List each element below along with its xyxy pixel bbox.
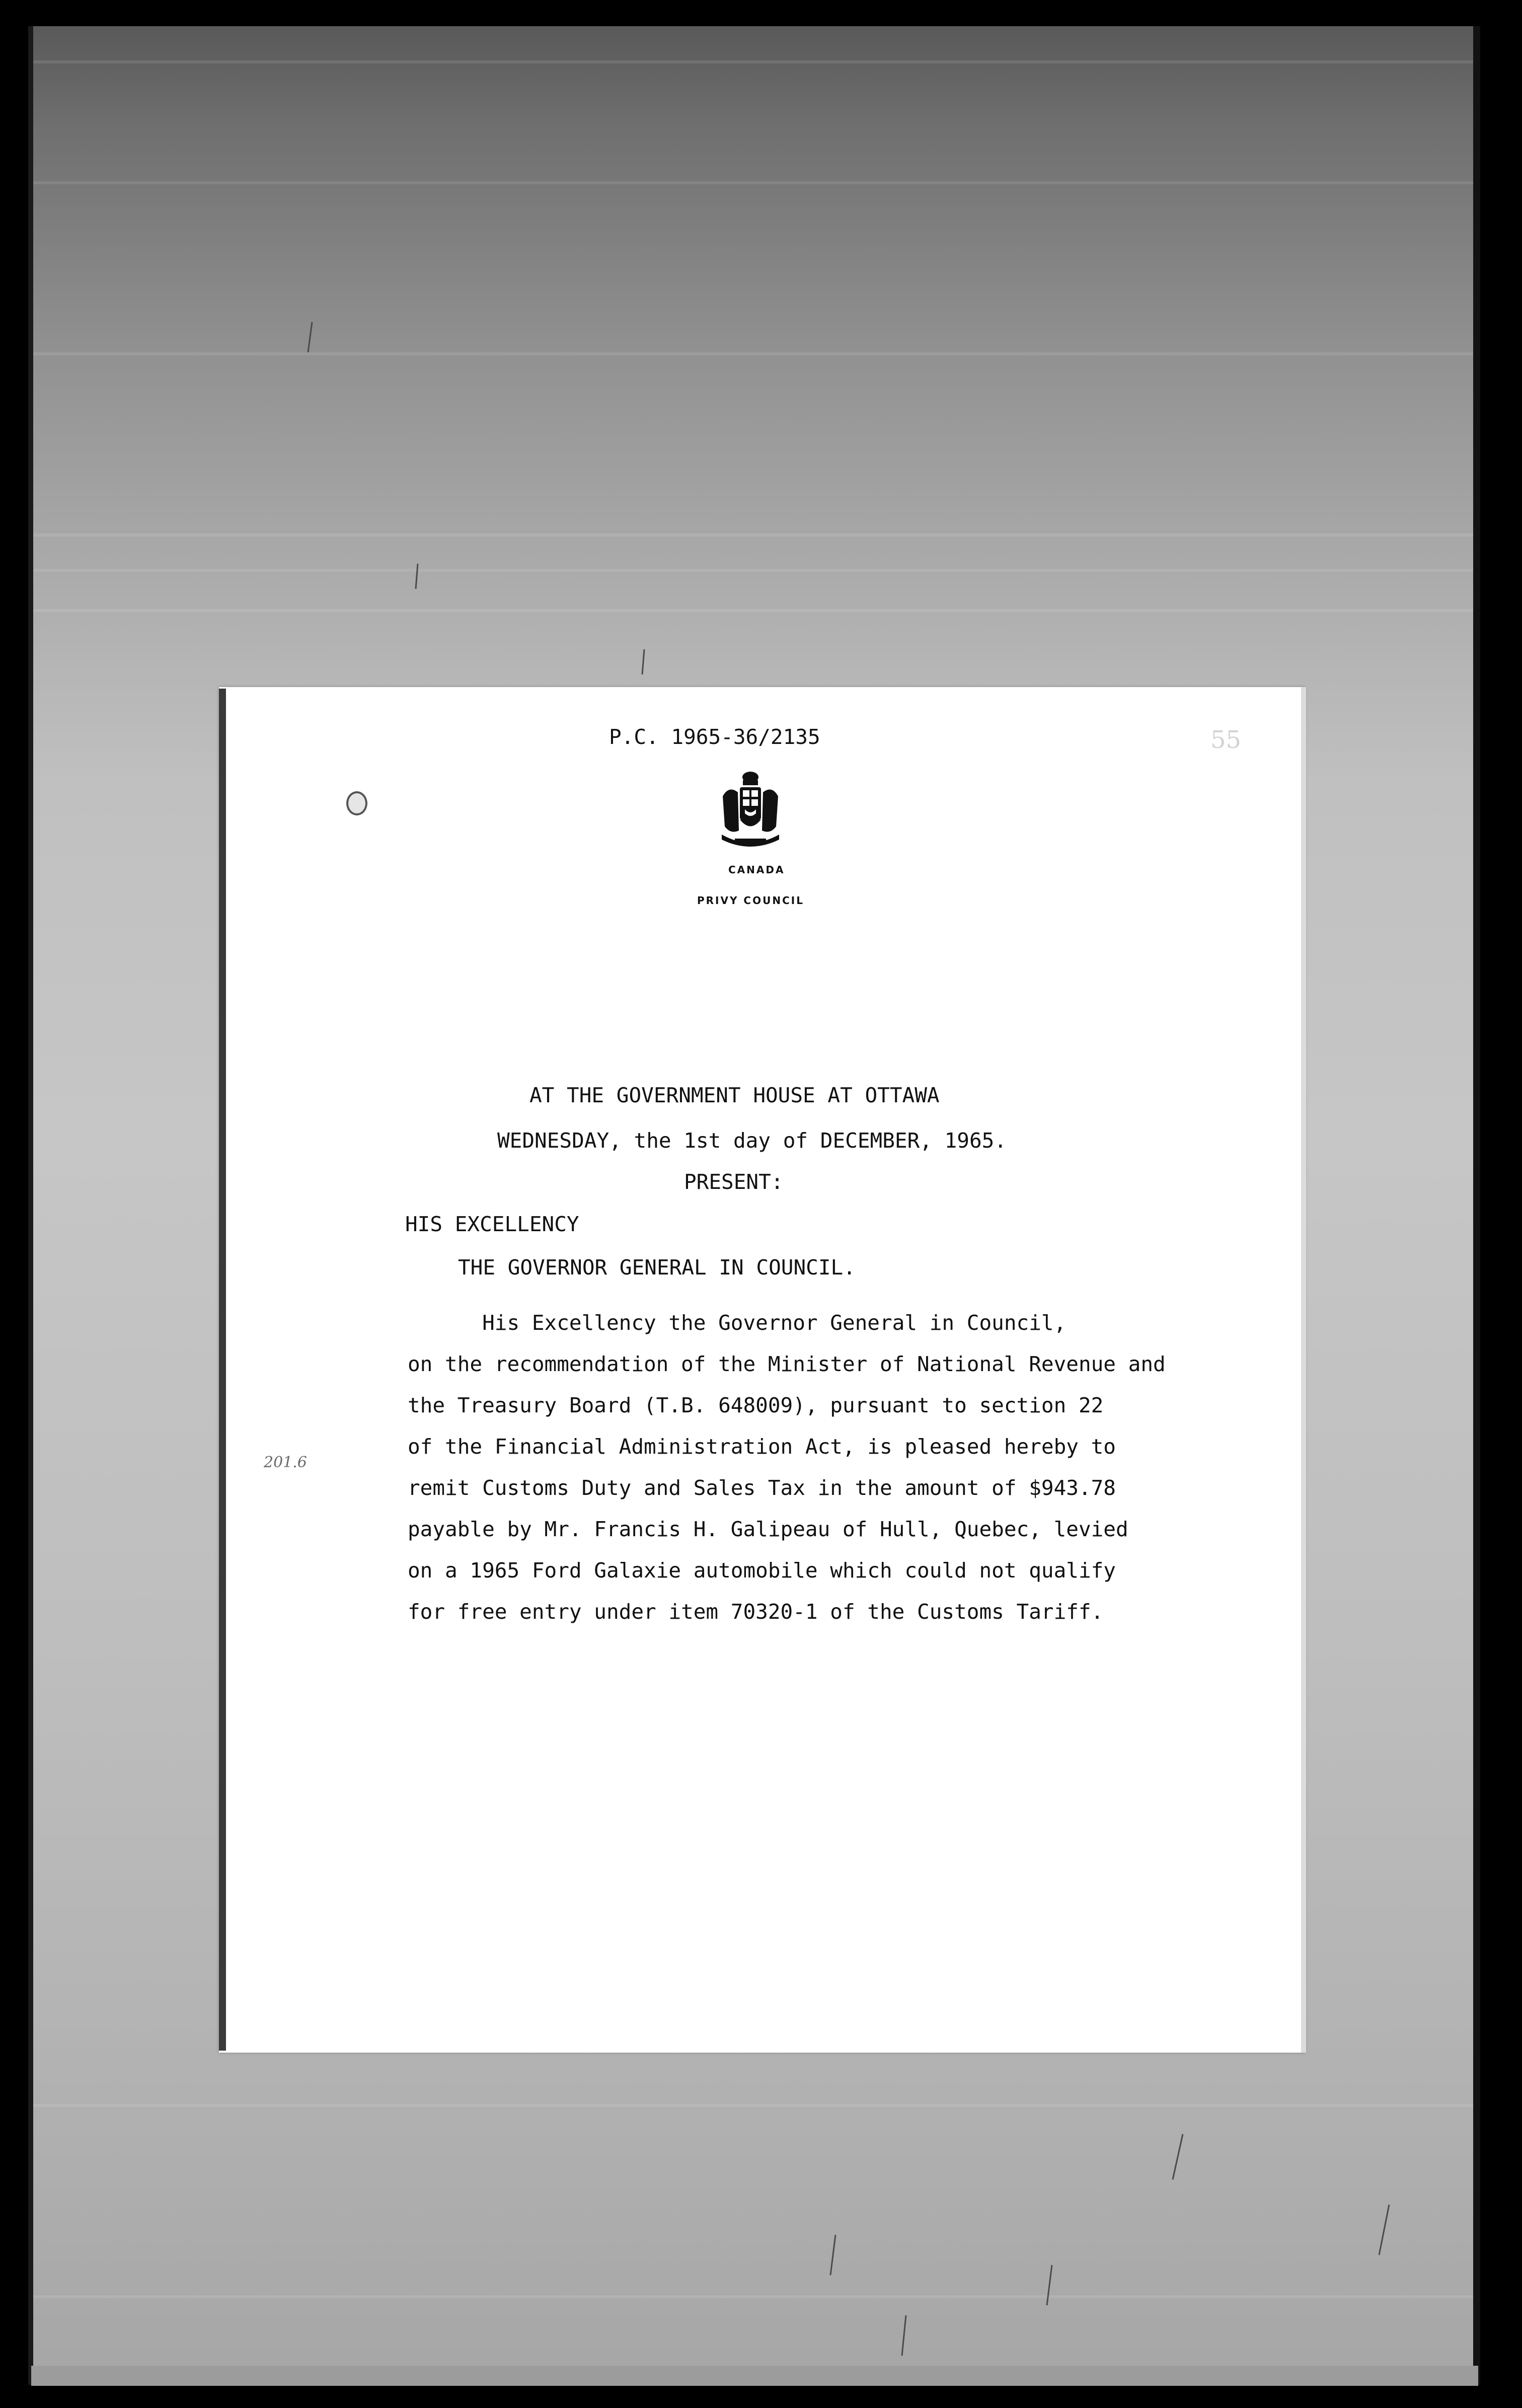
body-line: for free entry under item 70320-1 of the Customs Tariff.: [408, 1600, 1104, 1624]
punch-hole: [346, 791, 367, 815]
place-heading: AT THE GOVERNMENT HOUSE AT OTTAWA: [529, 1083, 940, 1107]
body-line: His Excellency the Governor General in Council,: [408, 1311, 1067, 1335]
document-page-edge: [219, 689, 226, 2051]
order-body: [408, 1311, 1166, 1641]
margin-annotation: 201.6: [264, 1454, 307, 1471]
present-heading: PRESENT:: [684, 1170, 784, 1194]
document-page-edge: [1301, 687, 1306, 2053]
body-line: on a 1965 Ford Galaxie automobile which could not qualify: [408, 1558, 1116, 1583]
body-line: the Treasury Board (T.B. 648009), pursuant to section 22: [408, 1393, 1104, 1417]
page-number: 55: [1210, 726, 1242, 754]
body-line: on the recommendation of the Minister of National Revenue and: [408, 1352, 1166, 1376]
body-line: payable by Mr. Francis H. Galipeau of Hull, Quebec, levied: [408, 1517, 1128, 1541]
body-line: of the Financial Administration Act, is pleased hereby to: [408, 1435, 1116, 1459]
letterhead-office: PRIVY COUNCIL: [697, 894, 804, 907]
order-number: P.C. 1965-36/2135: [609, 725, 820, 749]
salutation-line: HIS EXCELLENCY: [405, 1212, 579, 1236]
date-line: WEDNESDAY, the 1st day of DECEMBER, 1965.: [497, 1128, 1007, 1153]
coat-of-arms-icon: [720, 770, 781, 851]
salutation-line: THE GOVERNOR GENERAL IN COUNCIL.: [458, 1255, 856, 1280]
body-line: remit Customs Duty and Sales Tax in the amount of $943.78: [408, 1476, 1116, 1500]
letterhead-country: CANADA: [728, 864, 785, 876]
